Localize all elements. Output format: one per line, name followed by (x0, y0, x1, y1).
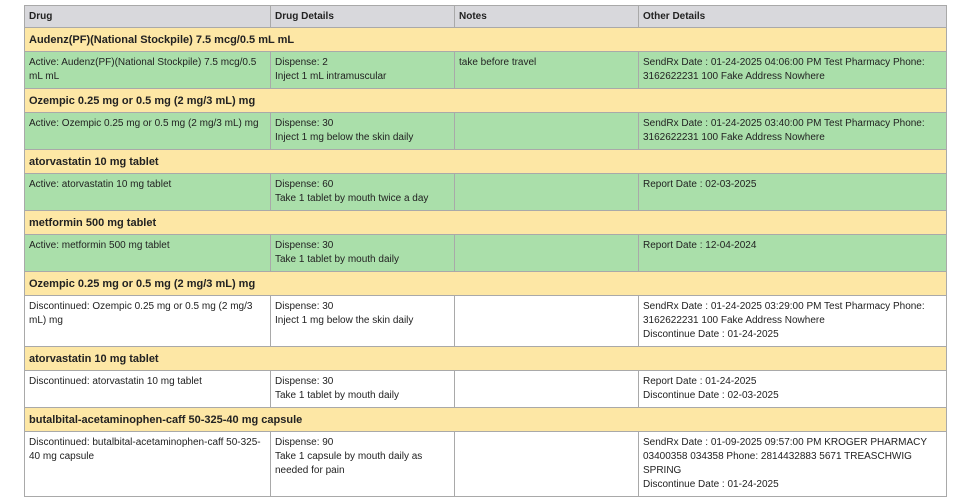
table-row[interactable] (25, 371, 947, 408)
notes-cell (455, 174, 639, 211)
other-details-cell (639, 235, 947, 272)
drug-group-row (25, 347, 947, 371)
other-details-cell (639, 52, 947, 89)
drug-details-line: Dispense: 30 (275, 240, 334, 251)
other-details-cell (639, 296, 947, 347)
drug-details-line: Dispense: 90 (275, 437, 334, 448)
table-header (25, 6, 947, 28)
other-details-line: SendRx Date : 01-24-2025 04:06:00 PM Test Pharmacy Phone: 3162622231 100 Fake Address Nowhere (643, 57, 925, 82)
other-details-cell (639, 174, 947, 211)
drug-cell: Active: atorvastatin 10 mg tablet (25, 174, 271, 211)
drug-details-line: Take 1 tablet by mouth daily (275, 390, 399, 401)
other-details-line: Report Date : 12-04-2024 (643, 240, 757, 251)
other-details-cell (639, 432, 947, 497)
other-details-line: SendRx Date : 01-24-2025 03:29:00 PM Test Pharmacy Phone: 3162622231 100 Fake Address Nowhere (643, 301, 925, 326)
column-header-notes[interactable]: Notes (455, 6, 639, 28)
other-details-line: Report Date : 02-03-2025 (643, 179, 757, 190)
drug-details-line: Dispense: 30 (275, 301, 334, 312)
drug-details-line: Dispense: 30 (275, 118, 334, 129)
column-header-drug-details[interactable]: Drug Details (271, 6, 455, 28)
drug-cell: Active: Ozempic 0.25 mg or 0.5 mg (2 mg/3 mL) mg (25, 113, 271, 150)
drug-group-title[interactable]: metformin 500 mg tablet (25, 211, 947, 235)
drug-details-cell (271, 113, 455, 150)
drug-group-title[interactable]: atorvastatin 10 mg tablet (25, 347, 947, 371)
other-details-line: Report Date : 01-24-2025 (643, 376, 757, 387)
column-header-other-details[interactable]: Other Details (639, 6, 947, 28)
drug-cell: Discontinued: butalbital-acetaminophen-caff 50-325-40 mg capsule (25, 432, 271, 497)
other-details-cell (639, 371, 947, 408)
other-details-line: Discontinue Date : 02-03-2025 (643, 390, 779, 401)
drug-details-cell (271, 432, 455, 497)
drug-details-line: Inject 1 mg below the skin daily (275, 132, 414, 143)
drug-details-line: Inject 1 mg below the skin daily (275, 315, 414, 326)
drug-details-line: Dispense: 2 (275, 57, 328, 68)
table-row[interactable] (25, 432, 947, 497)
notes-cell (455, 432, 639, 497)
drug-group-title[interactable]: Audenz(PF)(National Stockpile) 7.5 mcg/0.5 mL mL (25, 28, 947, 52)
column-header-drug[interactable]: Drug (25, 6, 271, 28)
notes-cell (455, 296, 639, 347)
header-row (25, 6, 947, 28)
drug-group-row (25, 211, 947, 235)
drug-group-row (25, 408, 947, 432)
drug-group-row (25, 272, 947, 296)
drug-details-cell (271, 52, 455, 89)
drug-group-title[interactable]: Ozempic 0.25 mg or 0.5 mg (2 mg/3 mL) mg (25, 89, 947, 113)
drug-cell: Discontinued: atorvastatin 10 mg tablet (25, 371, 271, 408)
drug-group-title[interactable]: atorvastatin 10 mg tablet (25, 150, 947, 174)
table-row[interactable] (25, 113, 947, 150)
table-body (25, 28, 947, 497)
table-row[interactable] (25, 235, 947, 272)
drug-details-cell (271, 296, 455, 347)
notes-cell (455, 371, 639, 408)
notes-cell: take before travel (455, 52, 639, 89)
medication-table (24, 5, 947, 497)
drug-details-line: Take 1 capsule by mouth daily as needed for pain (275, 451, 423, 476)
drug-details-line: Dispense: 30 (275, 376, 334, 387)
other-details-line: SendRx Date : 01-24-2025 03:40:00 PM Test Pharmacy Phone: 3162622231 100 Fake Address Nowhere (643, 118, 925, 143)
drug-cell: Active: Audenz(PF)(National Stockpile) 7.5 mcg/0.5 mL mL (25, 52, 271, 89)
drug-group-row (25, 150, 947, 174)
drug-cell: Active: metformin 500 mg tablet (25, 235, 271, 272)
drug-cell: Discontinued: Ozempic 0.25 mg or 0.5 mg (2 mg/3 mL) mg (25, 296, 271, 347)
notes-cell (455, 113, 639, 150)
drug-group-title[interactable]: butalbital-acetaminophen-caff 50-325-40 mg capsule (25, 408, 947, 432)
notes-cell (455, 235, 639, 272)
table-row[interactable] (25, 52, 947, 89)
other-details-line: SendRx Date : 01-09-2025 09:57:00 PM KROGER PHARMACY 03400358 034358 Phone: 2814432883 5671 TREASCHWIG SPRING (643, 437, 927, 476)
drug-details-line: Dispense: 60 (275, 179, 334, 190)
table-row[interactable] (25, 296, 947, 347)
drug-details-line: Take 1 tablet by mouth daily (275, 254, 399, 265)
drug-details-cell (271, 174, 455, 211)
other-details-cell (639, 113, 947, 150)
drug-details-cell (271, 235, 455, 272)
drug-details-cell (271, 371, 455, 408)
drug-details-line: Inject 1 mL intramuscular (275, 71, 387, 82)
table-row[interactable] (25, 174, 947, 211)
other-details-line: Discontinue Date : 01-24-2025 (643, 329, 779, 340)
other-details-line: Discontinue Date : 01-24-2025 (643, 479, 779, 490)
drug-group-row (25, 28, 947, 52)
drug-group-row (25, 89, 947, 113)
drug-details-line: Take 1 tablet by mouth twice a day (275, 193, 429, 204)
drug-group-title[interactable]: Ozempic 0.25 mg or 0.5 mg (2 mg/3 mL) mg (25, 272, 947, 296)
